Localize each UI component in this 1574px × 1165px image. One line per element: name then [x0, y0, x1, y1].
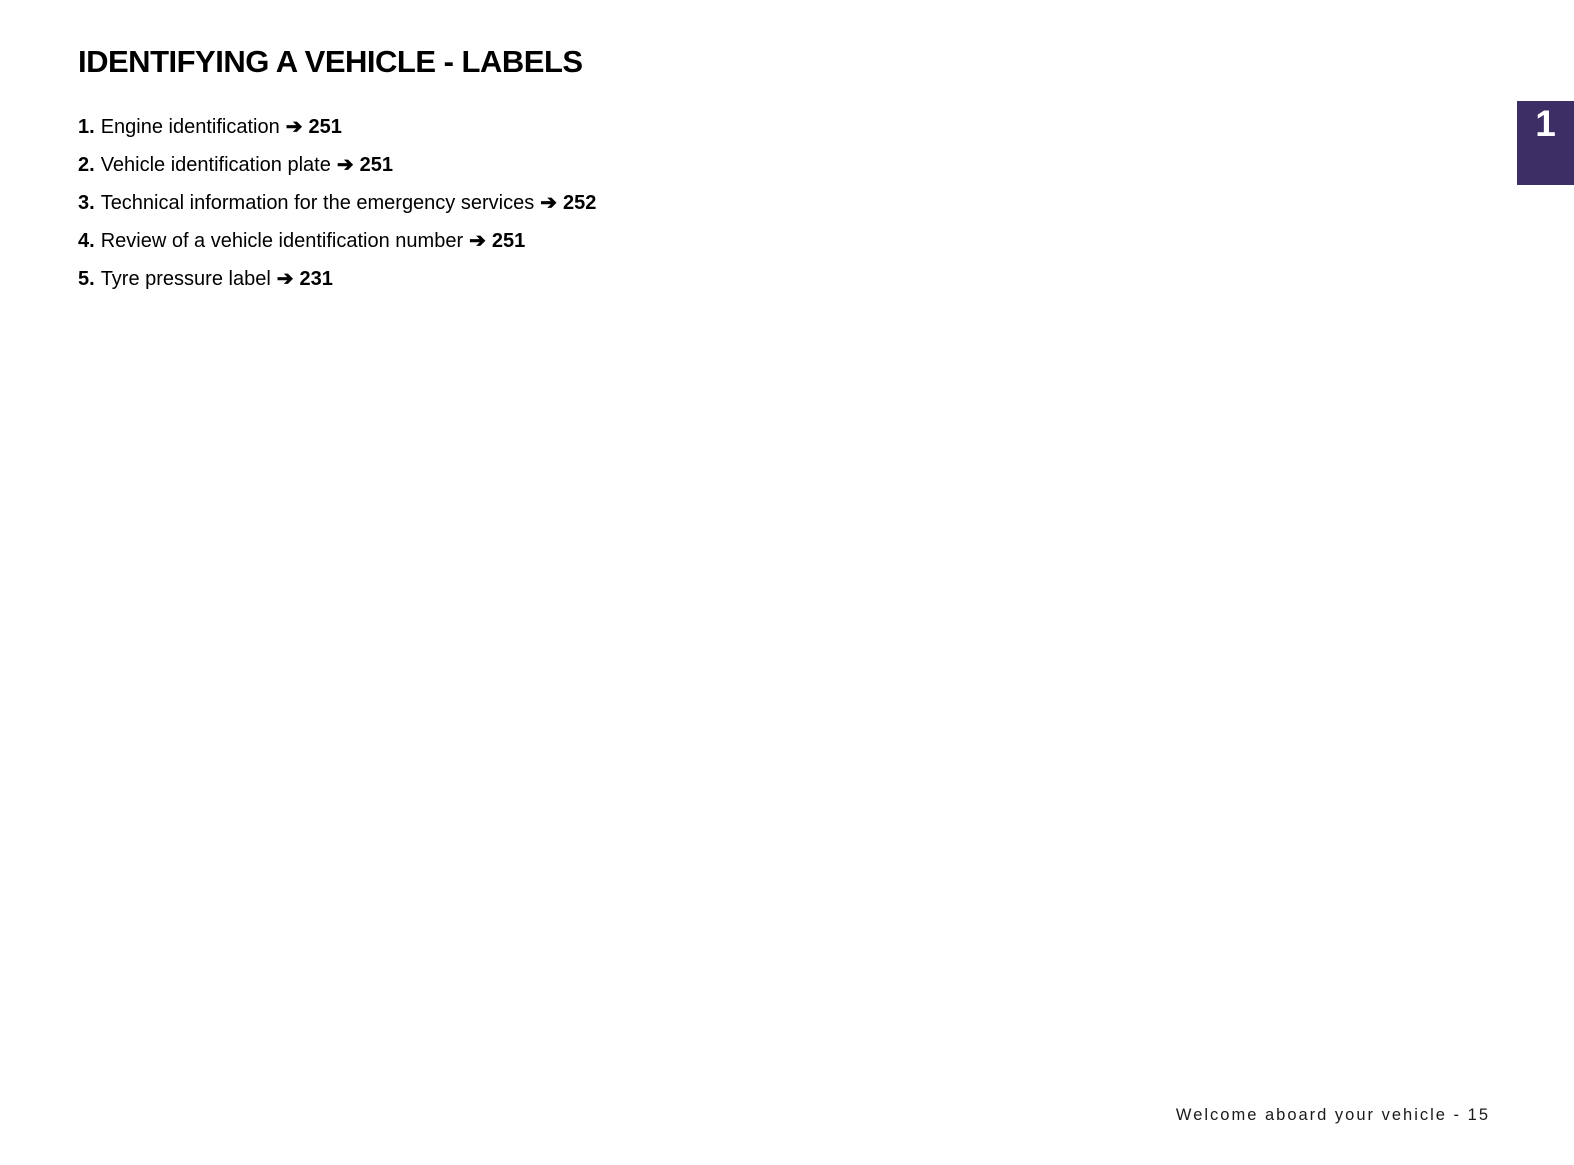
page-ref-arrow-icon: ➔ [540, 192, 557, 214]
list-item [78, 222, 596, 260]
footer-text: Welcome aboard your vehicle - 15 [1175, 1106, 1490, 1124]
item-number: 2. [78, 154, 95, 176]
page-ref: 251 [359, 154, 393, 176]
page-ref-arrow-icon: ➔ [469, 230, 486, 252]
page-ref-arrow-icon: ➔ [276, 268, 294, 290]
page-ref: 251 [491, 230, 526, 252]
item-number: 1. [78, 116, 95, 138]
item-label: Technical information for the emergency services [100, 192, 535, 214]
list-item [78, 108, 596, 146]
item-label: Vehicle identification plate [100, 154, 331, 176]
page-ref: 252 [562, 192, 597, 214]
list-item [78, 260, 596, 298]
page-ref-arrow-icon: ➔ [336, 154, 354, 176]
page-ref: 231 [299, 268, 333, 290]
table-of-contents [78, 108, 596, 298]
section-tab-label: 1 [1535, 103, 1556, 144]
section-tab [1517, 101, 1574, 185]
item-label: Engine identification [100, 116, 280, 138]
item-number: 3. [78, 192, 95, 214]
page-ref: 251 [308, 116, 342, 138]
list-item [78, 184, 596, 222]
list-item [78, 146, 596, 184]
item-number: 5. [78, 268, 95, 290]
page-title: IDENTIFYING A VEHICLE - LABELS [78, 44, 583, 79]
item-label: Tyre pressure label [100, 268, 271, 290]
item-label: Review of a vehicle identification number [100, 230, 464, 252]
item-number: 4. [78, 230, 95, 252]
page-ref-arrow-icon: ➔ [285, 116, 303, 138]
